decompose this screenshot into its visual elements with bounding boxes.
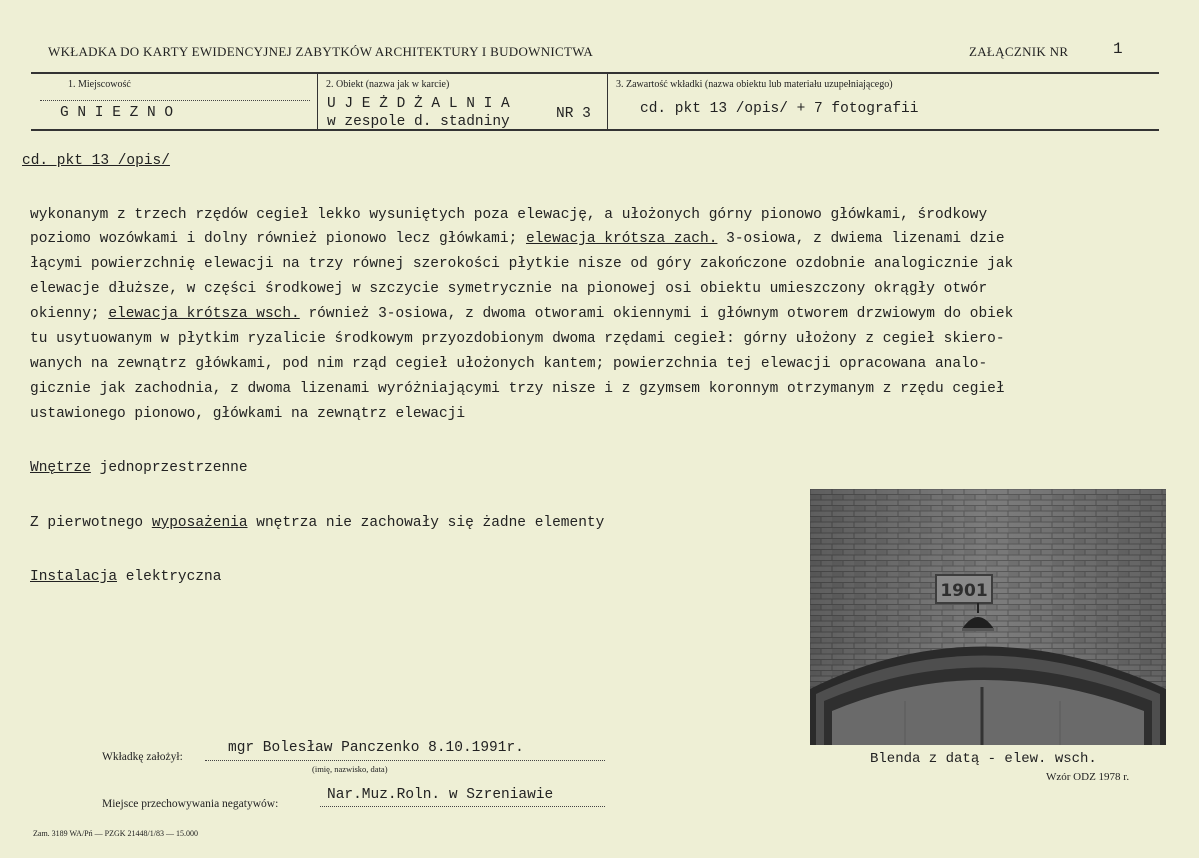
date-plaque-text: 1901 [940, 581, 988, 601]
body-line-4: elewacje dłuższe, w części środkowej w szczycie symetrycznie na pionowej osi obiektu umieszczony okrągły otwór [30, 281, 988, 297]
created-by-dotline [205, 760, 605, 761]
photo-caption: Blenda z datą - elew. wsch. [870, 751, 1097, 767]
top-rule [31, 72, 1159, 74]
body-line-2: poziomo wozówkami i dolny również pionowo lecz główkami; elewacja krótsza zach. 3-osiowa, z dwiema lizenami dzie [30, 231, 1005, 247]
attachment-number: 1 [1113, 40, 1123, 58]
installation-line: Instalacja elektryczna [30, 569, 222, 585]
negatives-value: Nar.Muz.Roln. w Szreniawie [327, 787, 554, 803]
bottom-rule [31, 129, 1159, 131]
body-line-7: wanych na zewnątrz główkami, pod nim rząd cegieł ułożonych kantem; powierzchnia tej elewacji opracowana analo- [30, 356, 988, 372]
print-info: Zam. 3189 WA/Pń — PZGK 21448/1/83 — 15.000 [33, 829, 198, 838]
created-by-label: Wkładkę założył: [102, 751, 183, 763]
col-divider-1 [317, 74, 318, 130]
equipment-line: Z pierwotnego wyposażenia wnętrza nie zachowały się żadne elementy [30, 515, 605, 531]
locality-dotline [40, 100, 310, 101]
body-line-8: gicznie jak zachodnia, z dwoma lizenami wyróżniającymi trzy nisze i z gzymsem koronnym otrzymanym z rzędu cegieł [30, 381, 1005, 397]
body-line-5: okienny; elewacja krótsza wsch. również 3-osiowa, z dwoma otworami okiennymi i głównym otworem drzwiowym do obiek [30, 306, 1014, 322]
form-title: WKŁADKA DO KARTY EWIDENCYJNEJ ZABYTKÓW ARCHITEKTURY I BUDOWNICTWA [48, 44, 594, 59]
locality-label: 1. Miejscowość [68, 79, 131, 90]
object-number: NR 3 [556, 106, 591, 122]
negatives-dotline [320, 806, 605, 807]
object-label: 2. Obiekt (nazwa jak w karcie) [326, 79, 450, 90]
object-complex: w zespole d. stadniny [327, 114, 510, 130]
col-divider-2 [607, 74, 608, 130]
body-line-1: wykonanym z trzech rzędów cegieł lekko wysuniętych poza elewację, a ułożonych górny pionowo główkami, środkowy [30, 207, 988, 223]
photo-drawing [810, 489, 1166, 745]
photo-brick-arch [810, 489, 1166, 745]
interior-line: Wnętrze jednoprzestrzenne [30, 460, 248, 476]
contents-value: cd. pkt 13 /opis/ + 7 fotografii [640, 101, 919, 117]
body-line-6: tu usytuowanym w płytkim ryzalicie środkowym przyozdobionym dwoma rzędami cegieł: górny ułożony z cegieł skiero- [30, 331, 1005, 347]
created-by-hint: (imię, nazwisko, data) [312, 764, 388, 774]
body-line-9: ustawionego pionowo, główkami na zewnątrz elewacji [30, 406, 466, 422]
body-line-3: łącymi powierzchnię elewacji na trzy równej szerokości płytkie nisze od góry zakończone ozdobnie analogicznie jak [30, 256, 1014, 272]
object-name: U J E Ż D Ż A L N I A [327, 96, 510, 112]
attachment-label: ZAŁĄCZNIK NR [969, 44, 1069, 59]
locality-value: G N I E Z N O [60, 105, 174, 121]
section-heading: cd. pkt 13 /opis/ [22, 153, 170, 169]
form-version: Wzór ODZ 1978 r. [1046, 771, 1130, 783]
contents-label: 3. Zawartość wkładki (nazwa obiektu lub materiału uzupełniającego) [616, 79, 893, 90]
created-by-value: mgr Bolesław Panczenko 8.10.1991r. [228, 740, 524, 756]
negatives-label: Miejsce przechowywania negatywów: [102, 798, 279, 810]
